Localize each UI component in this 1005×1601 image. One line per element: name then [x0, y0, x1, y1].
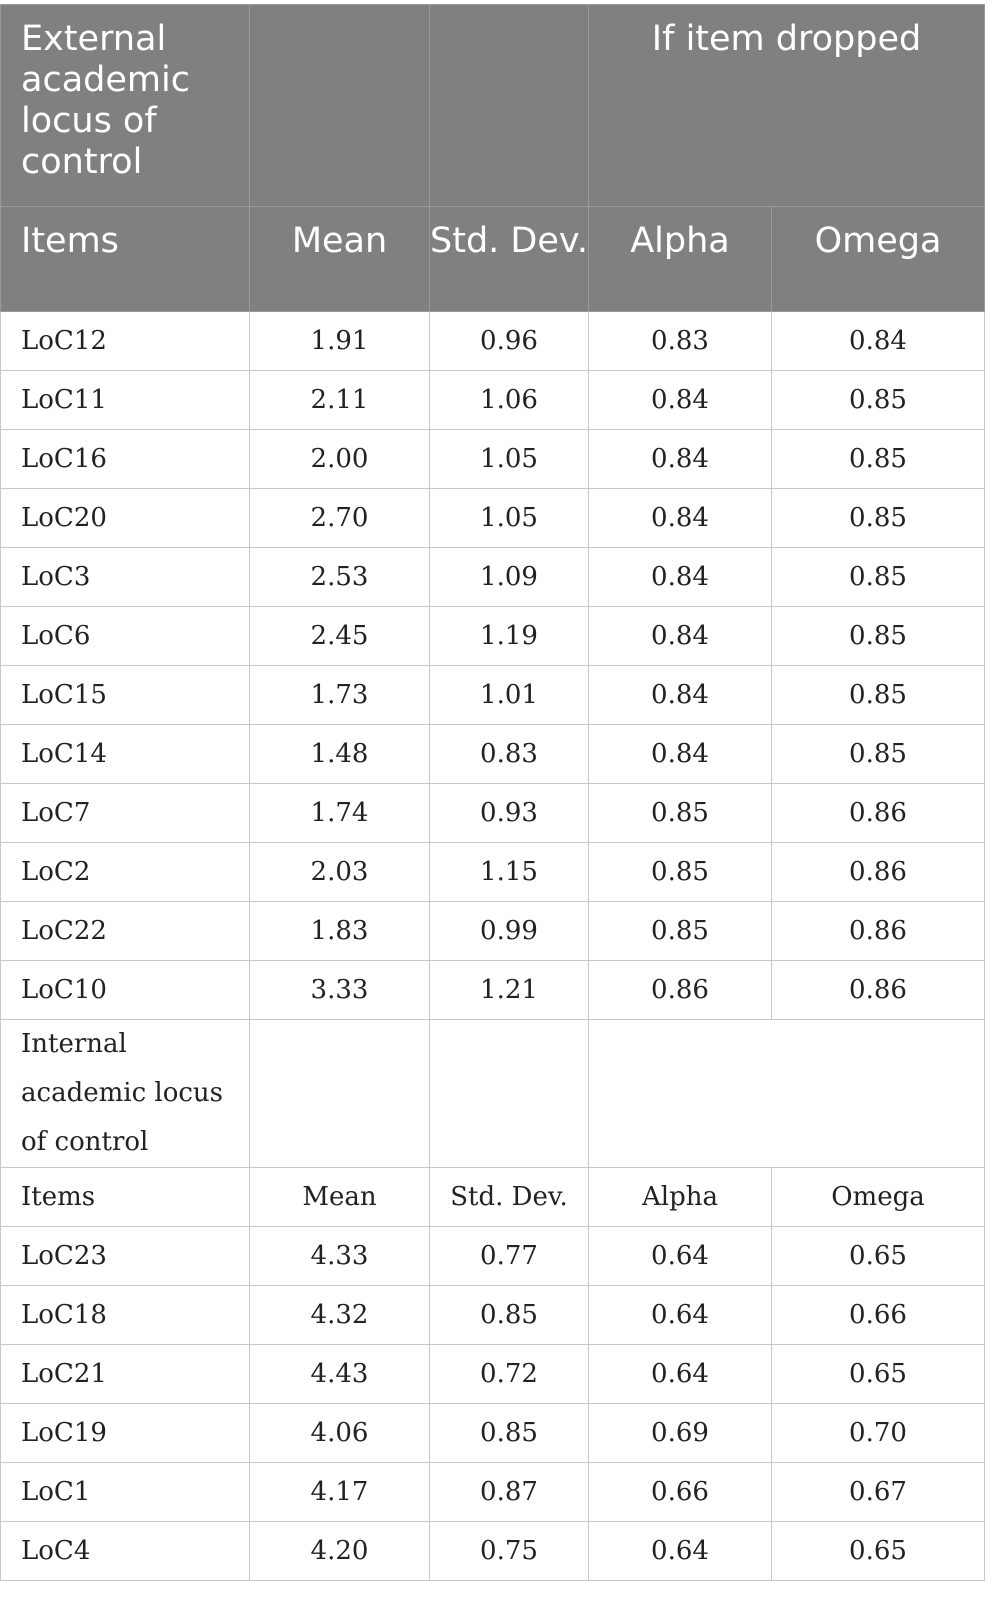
std-dev-cell: 0.93 [430, 784, 589, 843]
omega-cell: 0.85 [772, 548, 985, 607]
col-header-items: Items [1, 207, 250, 312]
std-dev-cell: 0.85 [430, 1286, 589, 1345]
omega-cell: 0.85 [772, 725, 985, 784]
mean-cell: 4.32 [250, 1286, 430, 1345]
table-row [1, 312, 985, 371]
alpha-cell: 0.64 [589, 1345, 772, 1404]
col-header-std-dev: Std. Dev. [430, 207, 589, 312]
header-empty-cell [430, 5, 589, 207]
mean-cell: 4.43 [250, 1345, 430, 1404]
col-header-omega: Omega [772, 207, 985, 312]
internal-col-alpha: Alpha [589, 1168, 772, 1227]
omega-cell: 0.85 [772, 371, 985, 430]
empty-cell [250, 1020, 430, 1168]
omega-cell: 0.65 [772, 1227, 985, 1286]
mean-cell: 1.83 [250, 902, 430, 961]
table-row [1, 371, 985, 430]
omega-cell: 0.85 [772, 430, 985, 489]
item-cell: LoC18 [1, 1286, 250, 1345]
item-cell: LoC19 [1, 1404, 250, 1463]
item-cell: LoC22 [1, 902, 250, 961]
table-row [1, 902, 985, 961]
mean-cell: 2.70 [250, 489, 430, 548]
mean-cell: 2.53 [250, 548, 430, 607]
omega-cell: 0.85 [772, 489, 985, 548]
table-row [1, 725, 985, 784]
if-item-dropped-header: If item dropped [589, 5, 985, 207]
alpha-cell: 0.84 [589, 725, 772, 784]
mean-cell: 4.20 [250, 1522, 430, 1581]
mean-cell: 2.00 [250, 430, 430, 489]
std-dev-cell: 1.05 [430, 489, 589, 548]
item-cell: LoC23 [1, 1227, 250, 1286]
header-empty-cell [250, 5, 430, 207]
item-cell: LoC15 [1, 666, 250, 725]
item-cell: LoC6 [1, 607, 250, 666]
alpha-cell: 0.64 [589, 1522, 772, 1581]
std-dev-cell: 1.01 [430, 666, 589, 725]
header-row-top [1, 5, 985, 207]
mean-cell: 2.03 [250, 843, 430, 902]
alpha-cell: 0.86 [589, 961, 772, 1020]
omega-cell: 0.67 [772, 1463, 985, 1522]
std-dev-cell: 0.87 [430, 1463, 589, 1522]
item-cell: LoC4 [1, 1522, 250, 1581]
internal-col-omega: Omega [772, 1168, 985, 1227]
empty-cell [589, 1020, 985, 1168]
table-row [1, 961, 985, 1020]
item-cell: LoC16 [1, 430, 250, 489]
table-row [1, 607, 985, 666]
std-dev-cell: 0.72 [430, 1345, 589, 1404]
internal-col-mean: Mean [250, 1168, 430, 1227]
item-cell: LoC21 [1, 1345, 250, 1404]
alpha-cell: 0.84 [589, 371, 772, 430]
locus-of-control-table [0, 4, 985, 1581]
std-dev-cell: 0.96 [430, 312, 589, 371]
std-dev-cell: 1.09 [430, 548, 589, 607]
table-row [1, 843, 985, 902]
std-dev-cell: 0.99 [430, 902, 589, 961]
omega-cell: 0.66 [772, 1286, 985, 1345]
table-row [1, 666, 985, 725]
header-row-columns [1, 207, 985, 312]
mean-cell: 4.33 [250, 1227, 430, 1286]
mean-cell: 2.45 [250, 607, 430, 666]
table-row [1, 1286, 985, 1345]
table-row [1, 1345, 985, 1404]
omega-cell: 0.65 [772, 1522, 985, 1581]
std-dev-cell: 0.83 [430, 725, 589, 784]
omega-cell: 0.86 [772, 784, 985, 843]
item-cell: LoC1 [1, 1463, 250, 1522]
item-cell: LoC2 [1, 843, 250, 902]
table-row [1, 784, 985, 843]
mean-cell: 4.06 [250, 1404, 430, 1463]
std-dev-cell: 0.75 [430, 1522, 589, 1581]
internal-section-title: Internal academic locus of control [1, 1020, 250, 1168]
omega-cell: 0.65 [772, 1345, 985, 1404]
std-dev-cell: 0.85 [430, 1404, 589, 1463]
alpha-cell: 0.69 [589, 1404, 772, 1463]
table-row [1, 489, 985, 548]
std-dev-cell: 1.06 [430, 371, 589, 430]
mean-cell: 2.11 [250, 371, 430, 430]
mean-cell: 4.17 [250, 1463, 430, 1522]
item-cell: LoC3 [1, 548, 250, 607]
table-body [1, 312, 985, 1581]
mean-cell: 1.74 [250, 784, 430, 843]
std-dev-cell: 0.77 [430, 1227, 589, 1286]
alpha-cell: 0.84 [589, 666, 772, 725]
std-dev-cell: 1.05 [430, 430, 589, 489]
alpha-cell: 0.84 [589, 607, 772, 666]
empty-cell [430, 1020, 589, 1168]
omega-cell: 0.86 [772, 902, 985, 961]
std-dev-cell: 1.19 [430, 607, 589, 666]
item-cell: LoC7 [1, 784, 250, 843]
std-dev-cell: 1.15 [430, 843, 589, 902]
alpha-cell: 0.84 [589, 430, 772, 489]
mean-cell: 1.48 [250, 725, 430, 784]
alpha-cell: 0.64 [589, 1286, 772, 1345]
omega-cell: 0.86 [772, 843, 985, 902]
alpha-cell: 0.64 [589, 1227, 772, 1286]
item-cell: LoC20 [1, 489, 250, 548]
alpha-cell: 0.84 [589, 548, 772, 607]
omega-cell: 0.85 [772, 666, 985, 725]
table-row [1, 430, 985, 489]
omega-cell: 0.86 [772, 961, 985, 1020]
internal-col-std-dev: Std. Dev. [430, 1168, 589, 1227]
item-cell: LoC11 [1, 371, 250, 430]
col-header-mean: Mean [250, 207, 430, 312]
table-header [1, 5, 985, 312]
alpha-cell: 0.85 [589, 784, 772, 843]
item-cell: LoC14 [1, 725, 250, 784]
table-row [1, 1463, 985, 1522]
table-row [1, 1227, 985, 1286]
mean-cell: 1.91 [250, 312, 430, 371]
mean-cell: 1.73 [250, 666, 430, 725]
alpha-cell: 0.83 [589, 312, 772, 371]
table-row [1, 548, 985, 607]
omega-cell: 0.84 [772, 312, 985, 371]
alpha-cell: 0.66 [589, 1463, 772, 1522]
omega-cell: 0.70 [772, 1404, 985, 1463]
alpha-cell: 0.85 [589, 843, 772, 902]
table-row [1, 1522, 985, 1581]
internal-section-row [1, 1020, 985, 1168]
item-cell: LoC12 [1, 312, 250, 371]
item-cell: LoC10 [1, 961, 250, 1020]
omega-cell: 0.85 [772, 607, 985, 666]
alpha-cell: 0.85 [589, 902, 772, 961]
internal-columns-row [1, 1168, 985, 1227]
std-dev-cell: 1.21 [430, 961, 589, 1020]
mean-cell: 3.33 [250, 961, 430, 1020]
col-header-alpha: Alpha [589, 207, 772, 312]
table-row [1, 1404, 985, 1463]
alpha-cell: 0.84 [589, 489, 772, 548]
internal-col-items: Items [1, 1168, 250, 1227]
external-section-title: External academic locus of control [1, 5, 250, 207]
